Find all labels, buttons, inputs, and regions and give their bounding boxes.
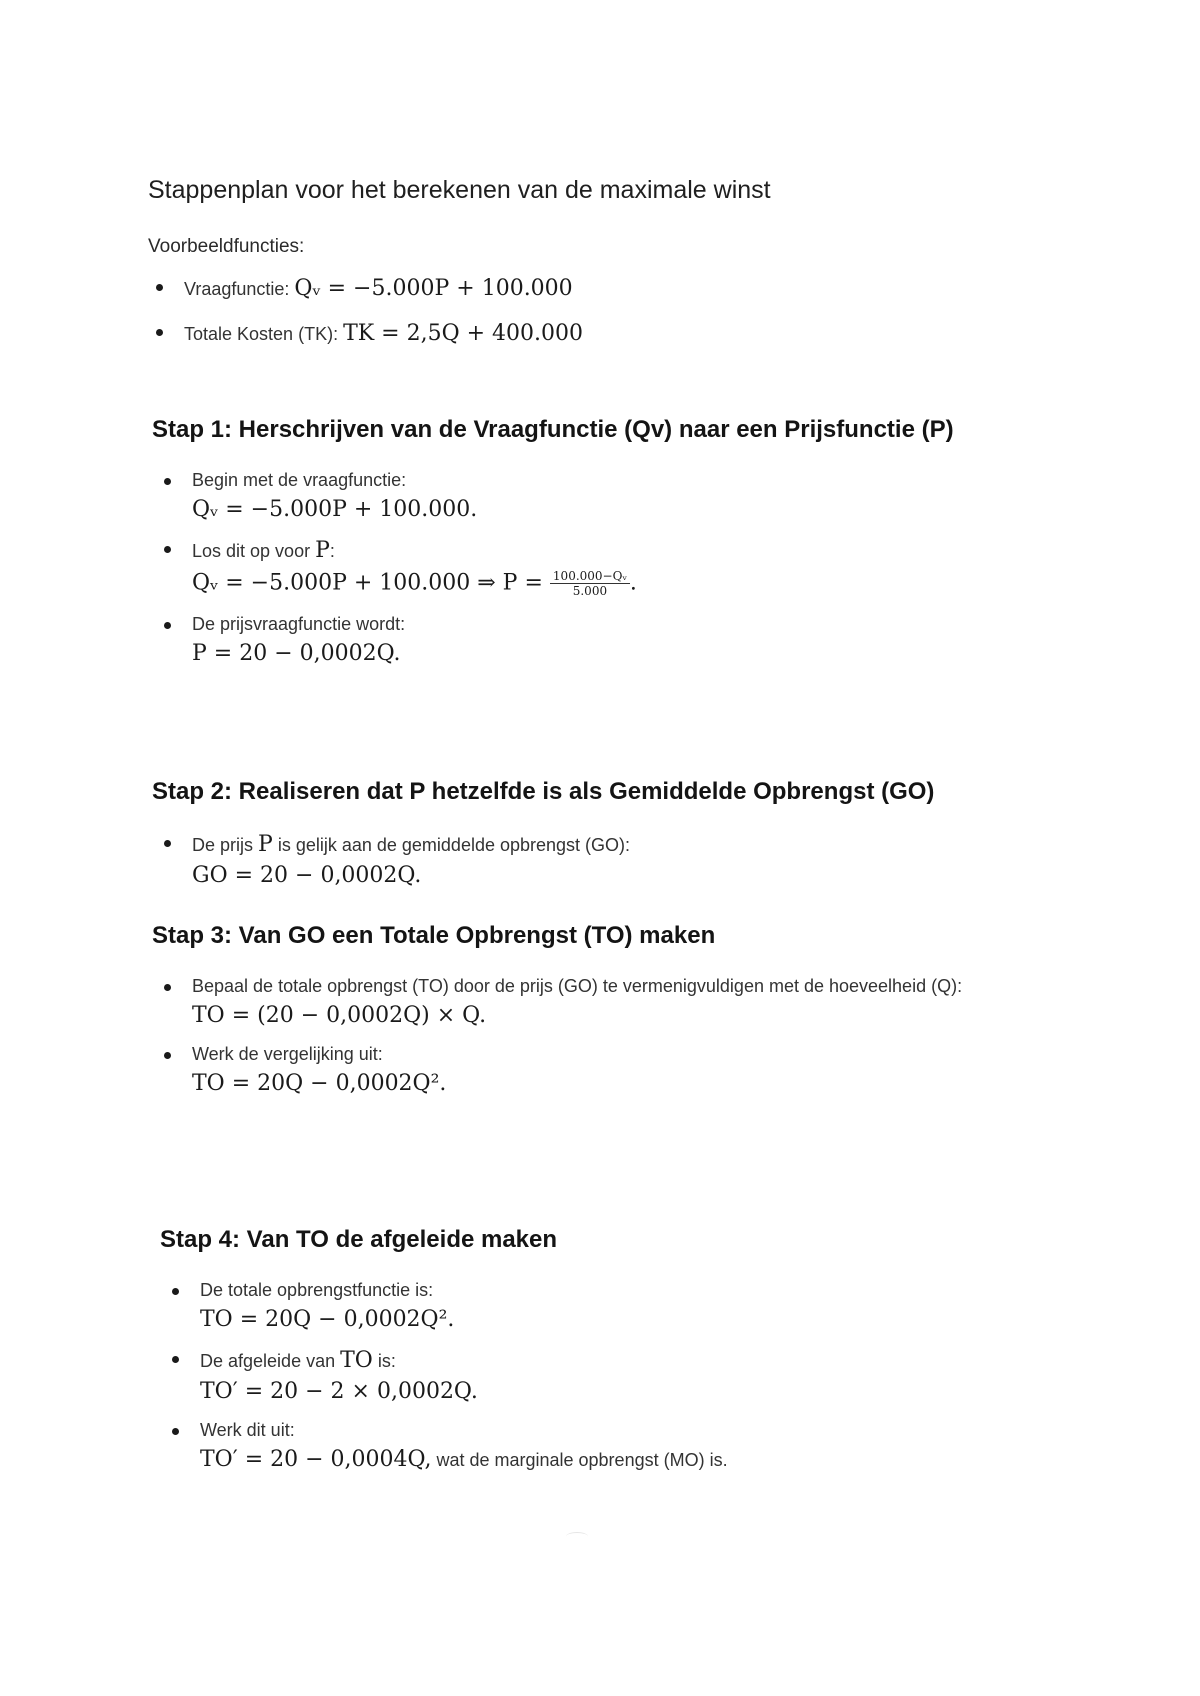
bullet-icon (172, 1356, 179, 1363)
bullet-icon (164, 1052, 171, 1059)
item-math: TO = 20Q − 0,0002Q². (192, 1071, 447, 1096)
item-label: Los dit op voor (192, 541, 316, 561)
item-label: Werk de vergelijking uit: (192, 1044, 383, 1064)
item-math (192, 569, 637, 598)
item-label: De prijs (192, 835, 259, 855)
item-label: De totale opbrengstfunctie is: (200, 1280, 434, 1300)
item-math: TO = (20 − 0,0002Q) × Q. (192, 1003, 487, 1028)
item-label: De prijsvraagfunctie wordt: (192, 614, 406, 634)
item-math-main: TO′ = 20 − 0,0004Q, (200, 1447, 432, 1472)
step1-list (156, 470, 637, 666)
step2-heading: Stap 2: Realiseren dat P hetzelfde is als Gemiddelde Opbrengst (GO) (152, 778, 935, 805)
list-item (148, 321, 583, 346)
bullet-icon (164, 840, 171, 847)
step1-heading: Stap 1: Herschrijven van de Vraagfunctie (Qv) naar een Prijsfunctie (P) (152, 416, 954, 443)
list-item (164, 1420, 728, 1472)
list-item (156, 538, 637, 598)
item-math (200, 1447, 728, 1472)
step4-list (164, 1280, 728, 1472)
step3-list (156, 976, 962, 1096)
fraction-denominator: 5.000 (572, 584, 608, 598)
demand-function-math: Qᵥ = −5.000P + 100.000 (294, 276, 573, 301)
total-cost-math: TK = 2,5Q + 400.000 (343, 321, 584, 346)
item-math: TO = 20Q − 0,0002Q². (200, 1307, 455, 1332)
bullet-icon (156, 284, 163, 291)
step3-heading: Stap 3: Van GO een Totale Opbrengst (TO) maken (152, 922, 716, 949)
item-label: Bepaal de totale opbrengst (TO) door de prijs (GO) te vermenigvuldigen met de hoeveelheid (Q): (192, 976, 963, 996)
fraction-numerator: 100.000−Qᵥ (550, 569, 630, 584)
step4-heading: Stap 4: Van TO de afgeleide maken (160, 1226, 558, 1253)
item-label: De afgeleide van (200, 1351, 341, 1371)
item-var: P (315, 538, 330, 563)
item-math-trail: wat de marginale opbrengst (MO) is. (431, 1450, 728, 1470)
list-item (156, 1044, 962, 1096)
example-functions-label: Voorbeeldfuncties: (148, 236, 305, 257)
bullet-icon (164, 984, 171, 991)
item-label-end: is gelijk aan de gemiddelde opbrengst (GO): (272, 835, 631, 855)
step2-list (156, 832, 630, 888)
item-label: Vraagfunctie: (184, 279, 295, 299)
list-item (156, 976, 962, 1028)
item-math: P = 20 − 0,0002Q. (192, 641, 401, 666)
bullet-icon (156, 329, 163, 336)
list-item (164, 1348, 728, 1404)
bullet-icon (172, 1428, 179, 1435)
example-functions-list (148, 276, 583, 346)
list-item (164, 1280, 728, 1332)
item-label-end: : (329, 541, 335, 561)
list-item (156, 614, 637, 666)
bullet-icon (164, 478, 171, 485)
item-math: GO = 20 − 0,0002Q. (192, 863, 422, 888)
item-math-end: . (629, 570, 637, 596)
item-math-main: Qᵥ = −5.000P + 100.000 ⇒ P = (192, 570, 550, 596)
scroll-hint-mark (566, 1532, 588, 1541)
list-item (148, 276, 583, 301)
item-label-end: is: (372, 1351, 396, 1371)
item-math: Qᵥ = −5.000P + 100.000. (192, 497, 478, 522)
item-math: TO′ = 20 − 2 × 0,0002Q. (200, 1379, 478, 1404)
fraction (550, 569, 630, 598)
bullet-icon (172, 1288, 179, 1295)
item-label: Werk dit uit: (200, 1420, 295, 1440)
list-item (156, 470, 637, 522)
item-var: TO (340, 1348, 373, 1373)
page-title: Stappenplan voor het berekenen van de maximale winst (148, 176, 771, 204)
list-item (156, 832, 630, 888)
item-var: P (258, 832, 273, 857)
bullet-icon (164, 622, 171, 629)
item-label: Totale Kosten (TK): (184, 324, 344, 344)
bullet-icon (164, 546, 171, 553)
item-label: Begin met de vraagfunctie: (192, 470, 407, 490)
